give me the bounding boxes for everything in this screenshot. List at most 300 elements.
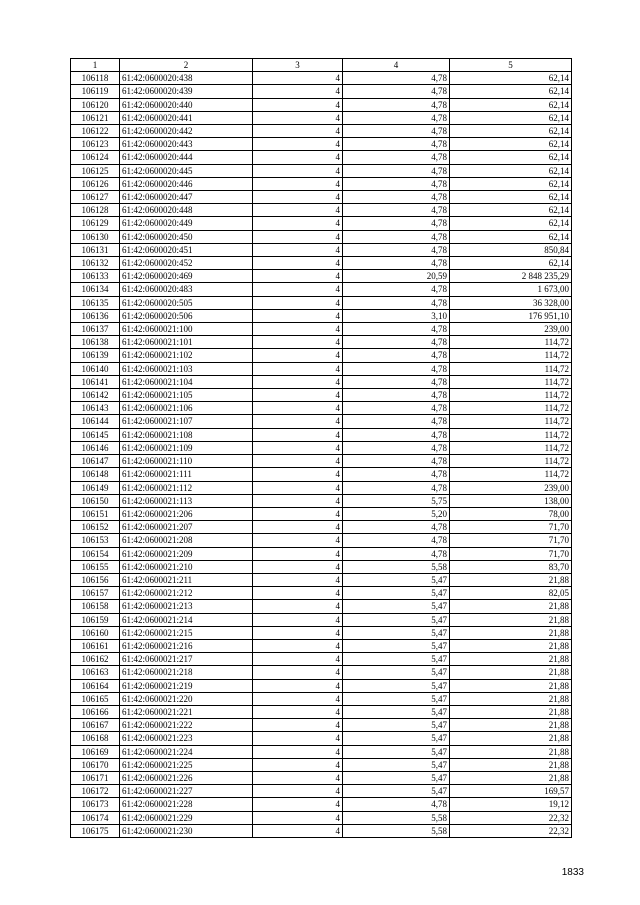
table-cell: 106148 [71,468,120,481]
table-cell: 21,88 [450,666,572,679]
table-cell: 4 [253,204,343,217]
table-cell: 4,78 [343,323,450,336]
table-cell: 106159 [71,613,120,626]
table-cell: 4,78 [343,402,450,415]
table-cell: 106122 [71,125,120,138]
table-cell: 5,47 [343,639,450,652]
table-cell: 5,47 [343,666,450,679]
table-cell: 4,78 [343,230,450,243]
table-cell: 5,47 [343,692,450,705]
table-cell: 106138 [71,336,120,349]
table-cell: 5,47 [343,626,450,639]
table-cell: 71,70 [450,521,572,534]
table-cell: 61:42:0600020:441 [120,111,253,124]
table-cell: 4 [253,745,343,758]
table-cell: 4 [253,639,343,652]
table-cell: 106164 [71,679,120,692]
table-cell: 106133 [71,270,120,283]
table-cell: 61:42:0600021:212 [120,587,253,600]
table-cell: 106128 [71,204,120,217]
table-cell: 4,78 [343,468,450,481]
table-cell: 4 [253,191,343,204]
column-header: 5 [450,59,572,72]
table-cell: 4 [253,732,343,745]
table-cell: 106158 [71,600,120,613]
table-cell: 4 [253,125,343,138]
table-cell: 4,78 [343,111,450,124]
table-row [71,798,572,811]
table-cell: 62,14 [450,72,572,85]
table-cell: 106155 [71,560,120,573]
table-cell: 61:42:0600021:219 [120,679,253,692]
table-cell: 106156 [71,573,120,586]
table-cell: 106139 [71,349,120,362]
table-row [71,296,572,309]
table-cell: 5,47 [343,771,450,784]
table-cell: 4 [253,600,343,613]
table-cell: 61:42:0600021:104 [120,375,253,388]
table-cell: 61:42:0600020:439 [120,85,253,98]
table-cell: 5,47 [343,573,450,586]
table-cell: 61:42:0600021:229 [120,811,253,824]
table-cell: 4 [253,547,343,560]
table-row [71,521,572,534]
table-cell: 4 [253,481,343,494]
table-row [71,494,572,507]
table-cell: 61:42:0600020:469 [120,270,253,283]
table-cell: 5,47 [343,732,450,745]
page-number: 1833 [561,867,584,878]
table-cell: 4 [253,85,343,98]
table-row [71,824,572,837]
table-cell: 106136 [71,309,120,322]
table-cell: 4 [253,138,343,151]
table-cell: 22,32 [450,824,572,837]
table-row [71,349,572,362]
table-cell: 4 [253,626,343,639]
table-cell: 4 [253,534,343,547]
table-cell: 114,72 [450,455,572,468]
table-cell: 62,14 [450,217,572,230]
table-cell: 61:42:0600020:447 [120,191,253,204]
table-cell: 62,14 [450,85,572,98]
table-cell: 106168 [71,732,120,745]
table-cell: 4 [253,560,343,573]
table-cell: 61:42:0600021:110 [120,455,253,468]
table-cell: 61:42:0600020:442 [120,125,253,138]
table-cell: 106130 [71,230,120,243]
table-cell: 106125 [71,164,120,177]
table-cell: 61:42:0600021:213 [120,600,253,613]
table-cell: 4 [253,798,343,811]
table-cell: 61:42:0600021:221 [120,705,253,718]
table-cell: 36 328,00 [450,296,572,309]
data-table [70,58,572,838]
column-header: 1 [71,59,120,72]
column-header: 4 [343,59,450,72]
table-row [71,243,572,256]
table-cell: 21,88 [450,692,572,705]
table-cell: 4 [253,758,343,771]
table-row [71,402,572,415]
table-cell: 4,78 [343,138,450,151]
table-cell: 106123 [71,138,120,151]
table-cell: 61:42:0600021:217 [120,653,253,666]
table-cell: 5,58 [343,824,450,837]
table-cell: 61:42:0600021:209 [120,547,253,560]
table-cell: 4 [253,336,343,349]
table-cell: 4,78 [343,534,450,547]
table-cell: 21,88 [450,639,572,652]
table-cell: 5,47 [343,613,450,626]
table-cell: 4,78 [343,151,450,164]
table-row [71,666,572,679]
table-cell: 5,47 [343,705,450,718]
table-cell: 62,14 [450,98,572,111]
table-cell: 20,59 [343,270,450,283]
table-cell: 5,47 [343,587,450,600]
table-row [71,560,572,573]
table-cell: 114,72 [450,428,572,441]
table-cell: 4 [253,587,343,600]
table-cell: 4 [253,296,343,309]
table-cell: 106165 [71,692,120,705]
table-cell: 4,78 [343,521,450,534]
table-cell: 106157 [71,587,120,600]
table-row [71,468,572,481]
table-cell: 21,88 [450,613,572,626]
table-cell: 106140 [71,362,120,375]
table-cell: 106175 [71,824,120,837]
table-row [71,771,572,784]
table-cell: 62,14 [450,204,572,217]
table-row [71,151,572,164]
table-cell: 61:42:0600020:440 [120,98,253,111]
table-cell: 4 [253,270,343,283]
table-cell: 106144 [71,415,120,428]
table-cell: 114,72 [450,389,572,402]
table-cell: 5,47 [343,785,450,798]
table-cell: 4 [253,217,343,230]
table-row [71,191,572,204]
table-cell: 106161 [71,639,120,652]
table-cell: 71,70 [450,534,572,547]
table-cell: 4 [253,573,343,586]
table-cell: 4,78 [343,296,450,309]
table-cell: 106162 [71,653,120,666]
table-cell: 239,00 [450,481,572,494]
table-cell: 5,47 [343,600,450,613]
table-cell: 4,78 [343,349,450,362]
table-row [71,626,572,639]
table-cell: 21,88 [450,732,572,745]
table-row [71,653,572,666]
table-cell: 4 [253,468,343,481]
table-cell: 61:42:0600021:105 [120,389,253,402]
table-cell: 22,32 [450,811,572,824]
table-cell: 61:42:0600021:218 [120,666,253,679]
table-cell: 4 [253,428,343,441]
table-row [71,111,572,124]
table-cell: 4 [253,692,343,705]
table-cell: 4 [253,164,343,177]
header-row [71,59,572,72]
table-cell: 61:42:0600020:443 [120,138,253,151]
table-cell: 4,78 [343,191,450,204]
table-row [71,375,572,388]
table-cell: 4,78 [343,204,450,217]
table-cell: 850,84 [450,243,572,256]
table-cell: 4,78 [343,72,450,85]
table-row [71,72,572,85]
table-cell: 61:42:0600021:216 [120,639,253,652]
table-row [71,217,572,230]
table-cell: 61:42:0600020:445 [120,164,253,177]
table-cell: 61:42:0600021:102 [120,349,253,362]
table-row [71,507,572,520]
table-cell: 106153 [71,534,120,547]
table-cell: 61:42:0600021:220 [120,692,253,705]
table-cell: 61:42:0600020:448 [120,204,253,217]
table-cell: 106173 [71,798,120,811]
table-cell: 106142 [71,389,120,402]
table-cell: 106151 [71,507,120,520]
table-cell: 4 [253,389,343,402]
table-row [71,455,572,468]
table-cell: 114,72 [450,336,572,349]
table-cell: 71,70 [450,547,572,560]
column-header: 3 [253,59,343,72]
table-cell: 106137 [71,323,120,336]
table-cell: 106131 [71,243,120,256]
table-cell: 4 [253,72,343,85]
table-cell: 4 [253,323,343,336]
table-cell: 83,70 [450,560,572,573]
table-cell: 4,78 [343,441,450,454]
table-cell: 62,14 [450,257,572,270]
table-cell: 62,14 [450,111,572,124]
table-row [71,705,572,718]
table-cell: 106126 [71,177,120,190]
table-row [71,257,572,270]
table-cell: 4 [253,257,343,270]
table-cell: 62,14 [450,191,572,204]
table-cell: 61:42:0600020:483 [120,283,253,296]
column-header: 2 [120,59,253,72]
table-cell: 4 [253,811,343,824]
table-cell: 4 [253,177,343,190]
table-cell: 4 [253,415,343,428]
table-cell: 62,14 [450,230,572,243]
table-row [71,362,572,375]
table-cell: 4 [253,494,343,507]
table-cell: 61:42:0600021:225 [120,758,253,771]
table-cell: 21,88 [450,758,572,771]
table-cell: 114,72 [450,402,572,415]
table-cell: 61:42:0600021:223 [120,732,253,745]
table-cell: 4 [253,362,343,375]
table-cell: 61:42:0600021:227 [120,785,253,798]
table-cell: 62,14 [450,138,572,151]
table-cell: 4 [253,719,343,732]
table-cell: 61:42:0600021:222 [120,719,253,732]
table-cell: 4 [253,521,343,534]
table-cell: 106160 [71,626,120,639]
table-cell: 21,88 [450,626,572,639]
table-cell: 4,78 [343,428,450,441]
table-cell: 61:42:0600021:107 [120,415,253,428]
table-cell: 61:42:0600021:111 [120,468,253,481]
table-cell: 61:42:0600020:444 [120,151,253,164]
table-cell: 4 [253,666,343,679]
table-cell: 61:42:0600020:451 [120,243,253,256]
table-cell: 61:42:0600021:211 [120,573,253,586]
table-row [71,125,572,138]
table-cell: 61:42:0600021:208 [120,534,253,547]
table-row [71,785,572,798]
table-body [71,72,572,838]
table-cell: 5,58 [343,560,450,573]
table-cell: 4,78 [343,125,450,138]
table-cell: 106132 [71,257,120,270]
table-cell: 4 [253,243,343,256]
table-cell: 61:42:0600021:228 [120,798,253,811]
table-cell: 4 [253,771,343,784]
table-cell: 61:42:0600020:450 [120,230,253,243]
table-cell: 4,78 [343,98,450,111]
table-cell: 5,75 [343,494,450,507]
table-cell: 21,88 [450,745,572,758]
table-row [71,177,572,190]
table-cell: 114,72 [450,349,572,362]
table-cell: 61:42:0600021:210 [120,560,253,573]
table-row [71,692,572,705]
table-cell: 1 673,00 [450,283,572,296]
table-cell: 5,47 [343,758,450,771]
table-cell: 61:42:0600020:446 [120,177,253,190]
table-row [71,336,572,349]
table-row [71,534,572,547]
table-cell: 21,88 [450,719,572,732]
table-cell: 4 [253,230,343,243]
table-cell: 114,72 [450,441,572,454]
table-cell: 4,78 [343,547,450,560]
table-cell: 4 [253,455,343,468]
table-cell: 114,72 [450,415,572,428]
table-cell: 21,88 [450,653,572,666]
table-cell: 21,88 [450,771,572,784]
table-cell: 4 [253,613,343,626]
table-cell: 61:42:0600021:112 [120,481,253,494]
table-row [71,573,572,586]
table-row [71,164,572,177]
table-cell: 4 [253,653,343,666]
table-cell: 106169 [71,745,120,758]
table-cell: 21,88 [450,600,572,613]
table-row [71,270,572,283]
table-row [71,428,572,441]
table-cell: 4 [253,402,343,415]
table-cell: 61:42:0600021:215 [120,626,253,639]
table-cell: 61:42:0600021:214 [120,613,253,626]
table-row [71,415,572,428]
table-cell: 106163 [71,666,120,679]
table-row [71,481,572,494]
table-cell: 114,72 [450,468,572,481]
table-cell: 106143 [71,402,120,415]
table-row [71,547,572,560]
table-cell: 19,12 [450,798,572,811]
table-row [71,283,572,296]
table-row [71,719,572,732]
table-row [71,758,572,771]
table-cell: 106135 [71,296,120,309]
table-cell: 61:42:0600020:505 [120,296,253,309]
table-cell: 106124 [71,151,120,164]
table-cell: 62,14 [450,164,572,177]
table-cell: 61:42:0600021:206 [120,507,253,520]
table-cell: 61:42:0600020:452 [120,257,253,270]
table-cell: 4,78 [343,164,450,177]
table-cell: 61:42:0600021:113 [120,494,253,507]
table-cell: 5,47 [343,679,450,692]
table-cell: 4,78 [343,336,450,349]
table-cell: 4,78 [343,85,450,98]
table-cell: 61:42:0600020:438 [120,72,253,85]
table-cell: 5,20 [343,507,450,520]
table-cell: 4,78 [343,243,450,256]
table-cell: 106129 [71,217,120,230]
table-cell: 61:42:0600021:103 [120,362,253,375]
table-cell: 4 [253,679,343,692]
table-cell: 106146 [71,441,120,454]
table-cell: 62,14 [450,151,572,164]
table-cell: 4 [253,283,343,296]
table-cell: 114,72 [450,375,572,388]
table-cell: 4 [253,349,343,362]
table-cell: 5,58 [343,811,450,824]
table-cell: 4,78 [343,375,450,388]
table-cell: 61:42:0600021:100 [120,323,253,336]
table-cell: 61:42:0600021:226 [120,771,253,784]
table-cell: 4 [253,111,343,124]
table-cell: 169,57 [450,785,572,798]
table-cell: 106170 [71,758,120,771]
table-row [71,204,572,217]
table-cell: 106172 [71,785,120,798]
table-cell: 106118 [71,72,120,85]
table-cell: 106127 [71,191,120,204]
table-cell: 106147 [71,455,120,468]
table-cell: 82,05 [450,587,572,600]
table-cell: 4,78 [343,798,450,811]
table-cell: 5,47 [343,719,450,732]
table-cell: 4 [253,151,343,164]
table-cell: 61:42:0600021:109 [120,441,253,454]
table-row [71,732,572,745]
table-cell: 61:42:0600021:101 [120,336,253,349]
table-cell: 4,78 [343,481,450,494]
table-cell: 62,14 [450,177,572,190]
table-cell: 2 848 235,29 [450,270,572,283]
table-cell: 4,78 [343,415,450,428]
table-cell: 4,78 [343,257,450,270]
table-cell: 4 [253,309,343,322]
table-row [71,600,572,613]
table-cell: 4,78 [343,217,450,230]
table-row [71,679,572,692]
table-cell: 21,88 [450,573,572,586]
